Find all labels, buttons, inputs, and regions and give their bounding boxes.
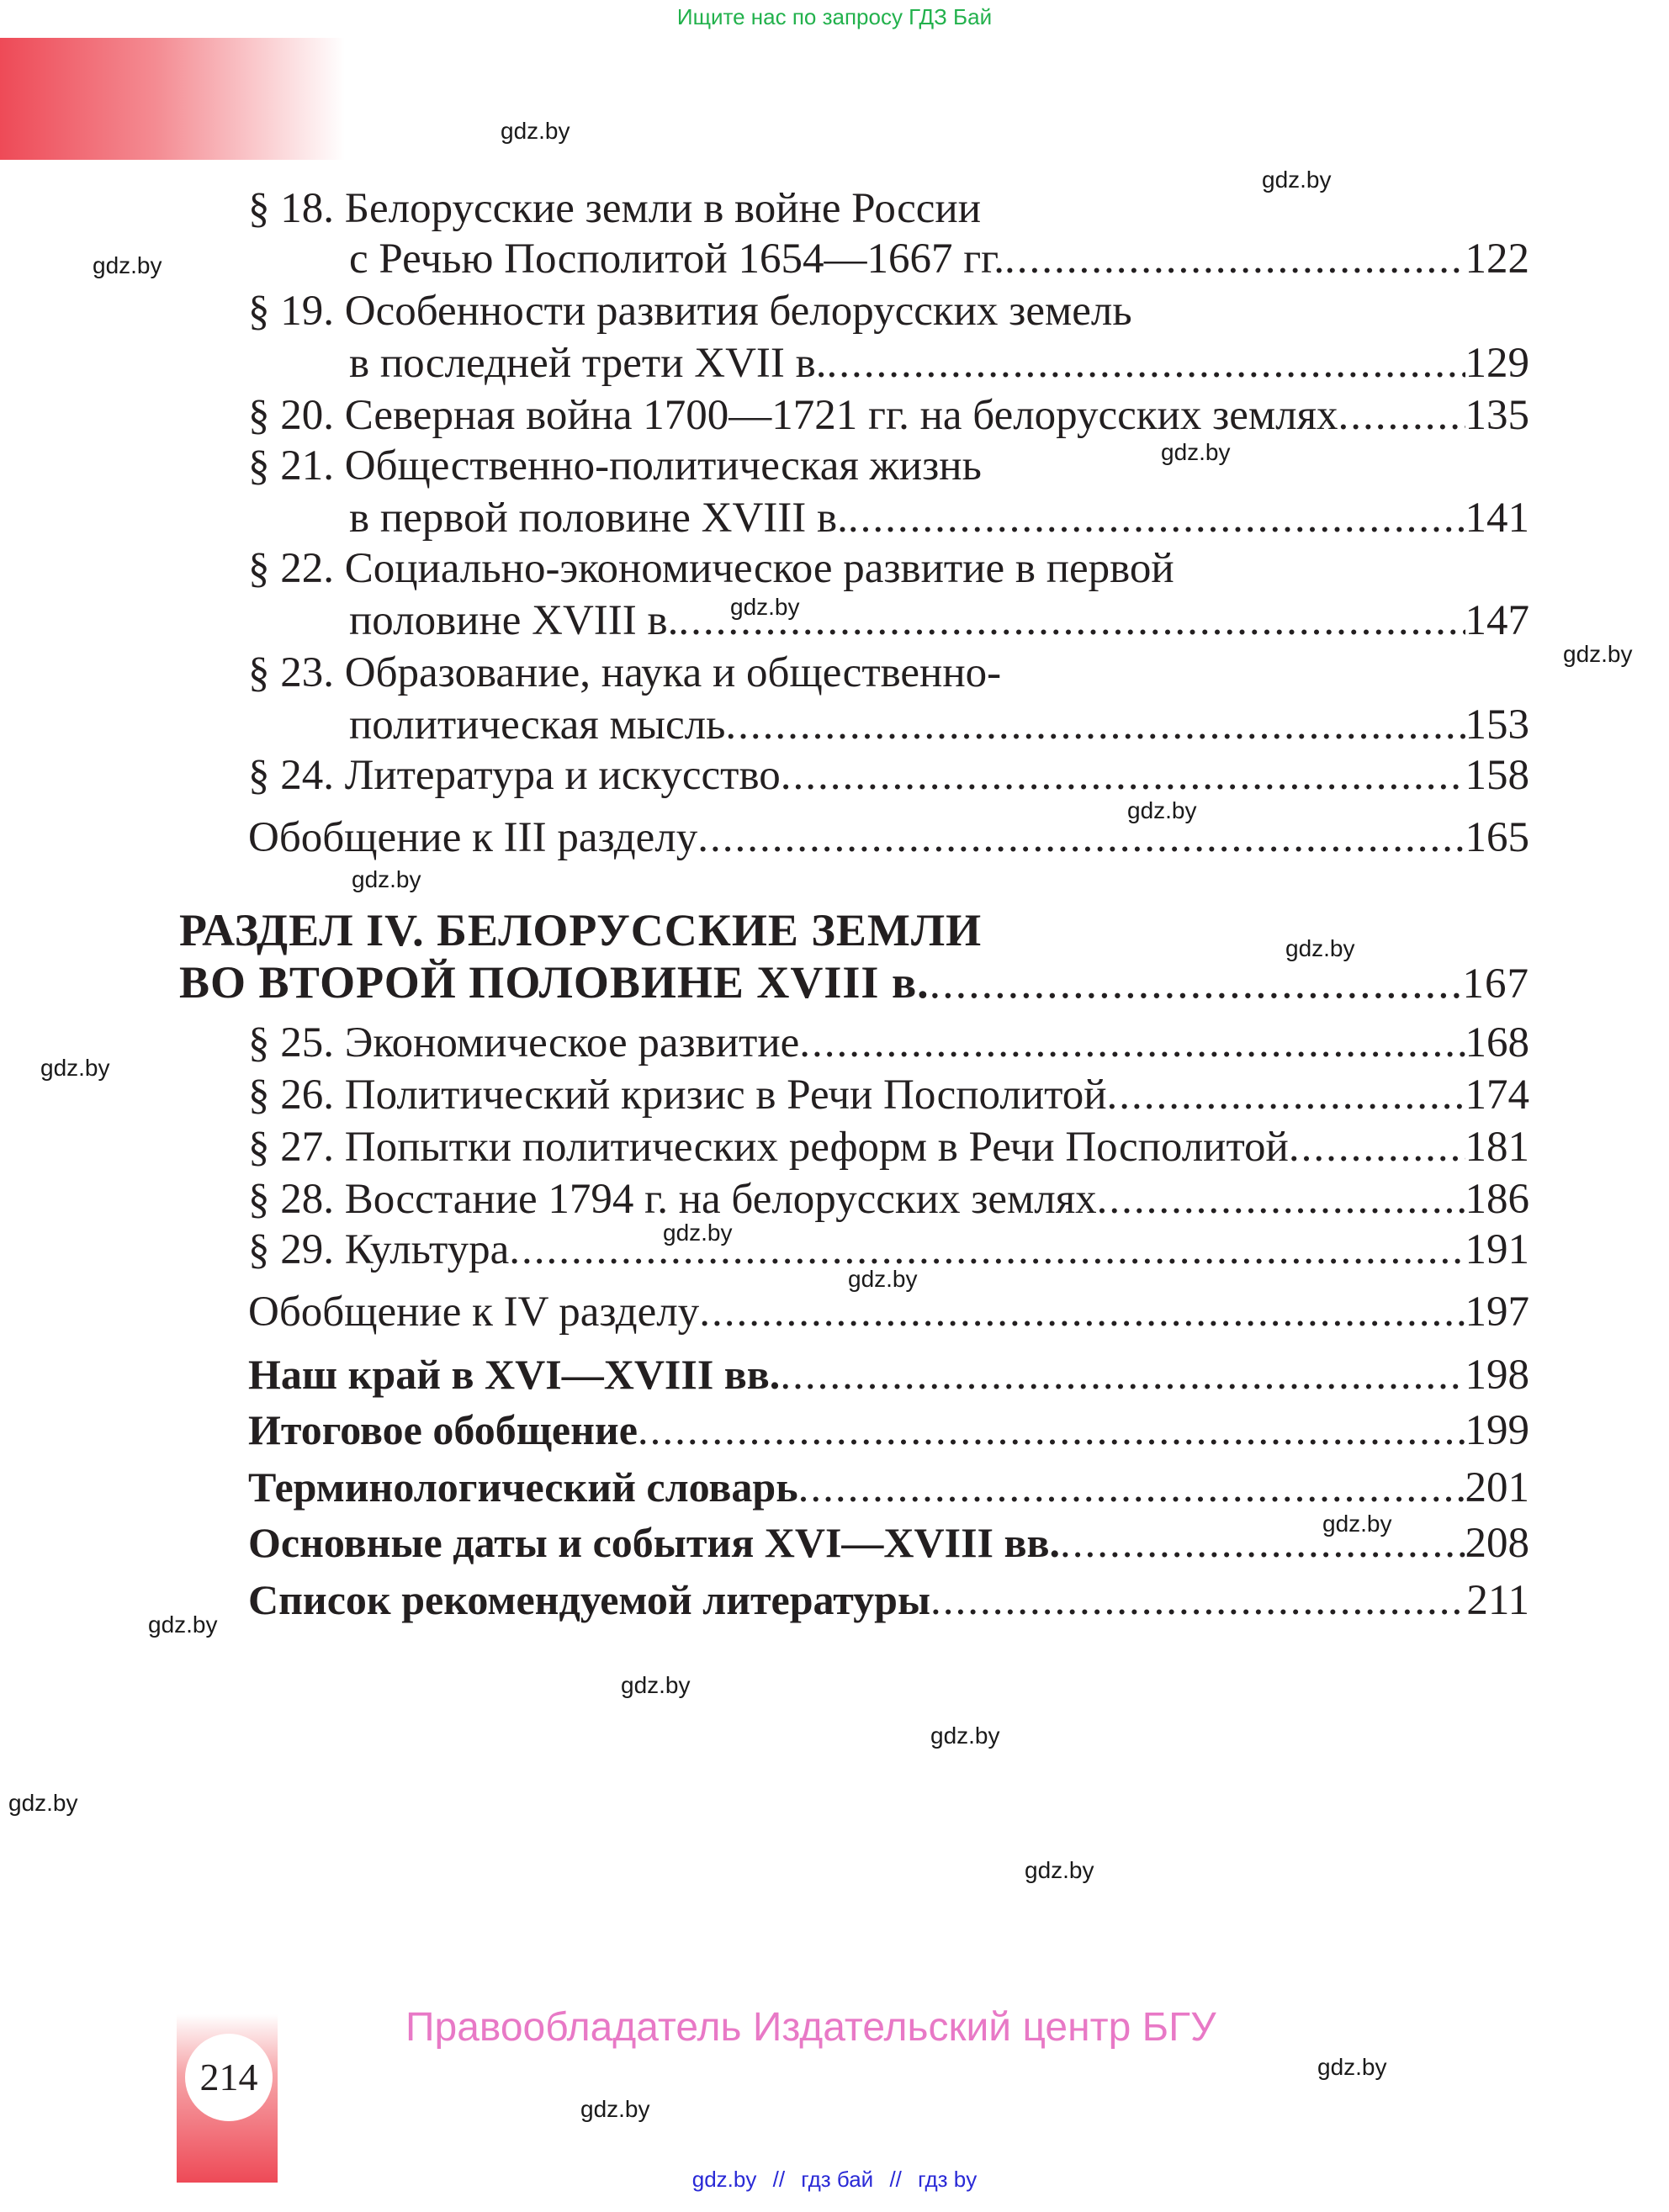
toc-entry-text: ВО ВТОРОЙ ПОЛОВИНЕ XVIII в. xyxy=(179,957,930,1008)
page-ref: 174 xyxy=(1465,1072,1529,1119)
watermark: gdz.by xyxy=(848,1266,918,1292)
leader-dots xyxy=(509,1225,1465,1275)
toc-entry-26[interactable] xyxy=(248,1070,1529,1120)
leader-dots xyxy=(678,595,1465,646)
toc-entry-27[interactable] xyxy=(248,1122,1529,1172)
page-ref: 191 xyxy=(1465,1226,1529,1273)
watermark: gdz.by xyxy=(1161,439,1231,465)
leader-dots xyxy=(725,700,1465,750)
watermark: gdz.by xyxy=(1317,2054,1387,2080)
leader-dots xyxy=(930,957,1463,1008)
toc-entry-text: § 28. Восстание 1794 г. на белорусских землях xyxy=(248,1176,1097,1223)
toc-entry-text: Основные даты и события XVI—XVIII вв. xyxy=(248,1519,1061,1566)
page-ref: 181 xyxy=(1465,1124,1529,1171)
watermark: gdz.by xyxy=(352,866,421,892)
leader-dots xyxy=(1004,234,1465,284)
toc-entry-text: Обобщение к III разделу xyxy=(248,814,698,861)
toc-entry-28[interactable] xyxy=(248,1174,1529,1225)
page-ref: 158 xyxy=(1465,752,1529,799)
toc-entry-23[interactable] xyxy=(349,700,1529,750)
toc-entry-text: в первой половине XVIII в. xyxy=(349,495,848,542)
leader-dots xyxy=(826,338,1465,389)
watermark: gdz.by xyxy=(663,1220,733,1246)
toc-entry-text: Наш край в XVI—XVIII вв. xyxy=(248,1351,781,1398)
toc-entry-text: Список рекомендуемой литературы xyxy=(248,1576,931,1623)
toc-entry-text: Терминологический словарь xyxy=(248,1463,798,1511)
watermark: gdz.by xyxy=(93,252,162,278)
leader-dots xyxy=(848,493,1465,543)
toc-entry-text: Обобщение к IV разделу xyxy=(248,1289,700,1336)
page-ref: 147 xyxy=(1465,597,1529,644)
top-banner[interactable]: Ищите нас по запросу ГДЗ Бай xyxy=(676,4,993,29)
toc-entry-summary-4[interactable] xyxy=(248,1287,1529,1337)
leader-dots xyxy=(1097,1174,1465,1225)
page-ref: 129 xyxy=(1465,340,1529,387)
page-ref: 135 xyxy=(1465,392,1529,439)
page-ref: 211 xyxy=(1466,1577,1529,1624)
leader-dots xyxy=(781,750,1465,801)
toc-entry-text: § 29. Культура xyxy=(248,1226,510,1273)
toc-entry-text: § 25. Экономическое развитие xyxy=(248,1019,800,1066)
page-ref: 198 xyxy=(1465,1352,1529,1399)
toc-entry-18[interactable] xyxy=(349,234,1529,284)
leader-dots xyxy=(1107,1070,1465,1120)
page-ref: 141 xyxy=(1465,495,1529,542)
toc-entry-22-title: § 22. Социально-экономическое развитие в первой xyxy=(248,545,1174,592)
watermark: gdz.by xyxy=(1563,641,1633,667)
leader-dots xyxy=(699,1287,1465,1337)
watermark: gdz.by xyxy=(621,1672,691,1698)
bottom-separator: // xyxy=(889,2167,902,2192)
toc-entry-text: с Речью Посполитой 1654—1667 гг. xyxy=(349,235,1005,283)
toc-entry-24[interactable] xyxy=(248,750,1529,801)
toc-entry-text: § 24. Литература и искусство xyxy=(248,752,781,799)
toc-entry-section-4[interactable] xyxy=(179,957,1529,1008)
watermark: gdz.by xyxy=(1127,797,1197,823)
watermark: gdz.by xyxy=(930,1723,1000,1749)
toc-entry-summary-3[interactable] xyxy=(248,812,1529,863)
page-ref: 122 xyxy=(1465,235,1529,283)
watermark: gdz.by xyxy=(580,2096,650,2122)
toc-entry-text: § 20. Северная война 1700—1721 гг. на белорусских землях xyxy=(248,392,1338,439)
page-ref: 153 xyxy=(1465,701,1529,749)
watermark: gdz.by xyxy=(1262,167,1332,193)
bottom-separator: // xyxy=(772,2167,786,2192)
toc-entry-key-dates[interactable] xyxy=(248,1517,1529,1568)
toc-entry-text: § 27. Попытки политических реформ в Речи Посполитой xyxy=(248,1124,1289,1171)
page-ref: 201 xyxy=(1465,1464,1529,1511)
toc-entry-text: политическая мысль xyxy=(349,701,726,749)
toc-entry-29[interactable] xyxy=(248,1225,1529,1275)
toc-entry-glossary[interactable] xyxy=(248,1462,1529,1512)
page-ref: 167 xyxy=(1462,960,1529,1008)
toc-entry-21-title: § 21. Общественно-политическая жизнь xyxy=(248,442,982,489)
leader-dots xyxy=(1060,1518,1465,1569)
toc-entry-19[interactable] xyxy=(349,338,1529,389)
toc-entry-23-title: § 23. Образование, наука и общественно- xyxy=(248,649,1002,696)
watermark: gdz.by xyxy=(501,118,570,144)
watermark: gdz.by xyxy=(40,1055,110,1081)
leader-dots xyxy=(799,1018,1465,1068)
page-ref: 208 xyxy=(1465,1520,1529,1567)
toc-entry-literature[interactable] xyxy=(248,1574,1529,1625)
page-number: 214 xyxy=(185,2034,273,2121)
watermark: gdz.by xyxy=(8,1790,78,1816)
section-4-title: РАЗДЕЛ IV. БЕЛОРУССКИЕ ЗЕМЛИ xyxy=(179,905,983,955)
leader-dots xyxy=(638,1405,1465,1456)
leader-dots xyxy=(930,1575,1466,1626)
bottom-link[interactable]: гдз by xyxy=(918,2167,978,2192)
watermark: gdz.by xyxy=(1285,935,1355,961)
rights-holder-watermark: Правообладатель Издательский центр БГУ xyxy=(405,2005,1216,2050)
watermark: gdz.by xyxy=(1322,1511,1392,1537)
toc-entry-text: в последней трети XVII в. xyxy=(349,340,827,387)
watermark: gdz.by xyxy=(148,1611,218,1638)
page-ref: 199 xyxy=(1465,1407,1529,1454)
toc-entry-20[interactable] xyxy=(248,390,1529,441)
corner-decoration xyxy=(0,38,345,160)
toc-entry-final-summary[interactable] xyxy=(248,1405,1529,1455)
page-ref: 197 xyxy=(1465,1289,1529,1336)
page-ref: 168 xyxy=(1465,1019,1529,1066)
watermark: gdz.by xyxy=(730,594,800,620)
leader-dots xyxy=(780,1350,1465,1400)
toc-entry-text: § 26. Политический кризис в Речи Посполитой xyxy=(248,1072,1107,1119)
leader-dots xyxy=(1338,390,1465,441)
toc-entry-19-title: § 19. Особенности развития белорусских земель xyxy=(248,288,1132,335)
toc-entry-21[interactable] xyxy=(349,493,1529,543)
bottom-links xyxy=(0,2167,1669,2193)
toc-entry-text: половине XVIII в. xyxy=(349,597,679,644)
bottom-link[interactable]: gdz.by xyxy=(691,2167,757,2192)
toc-entry-text: Итоговое обобщение xyxy=(248,1406,638,1453)
page-ref: 186 xyxy=(1465,1176,1529,1223)
toc-entry-18-title: § 18. Белорусские земли в войне России xyxy=(248,185,981,232)
toc-entry-our-region[interactable] xyxy=(248,1349,1529,1400)
watermark: gdz.by xyxy=(1025,1857,1094,1883)
leader-dots xyxy=(697,812,1465,863)
page-ref: 165 xyxy=(1465,814,1529,861)
toc-entry-22[interactable] xyxy=(349,595,1529,646)
toc-entry-25[interactable] xyxy=(248,1018,1529,1068)
leader-dots xyxy=(1289,1122,1465,1172)
bottom-link[interactable]: гдз бай xyxy=(801,2167,874,2192)
leader-dots xyxy=(798,1463,1465,1513)
